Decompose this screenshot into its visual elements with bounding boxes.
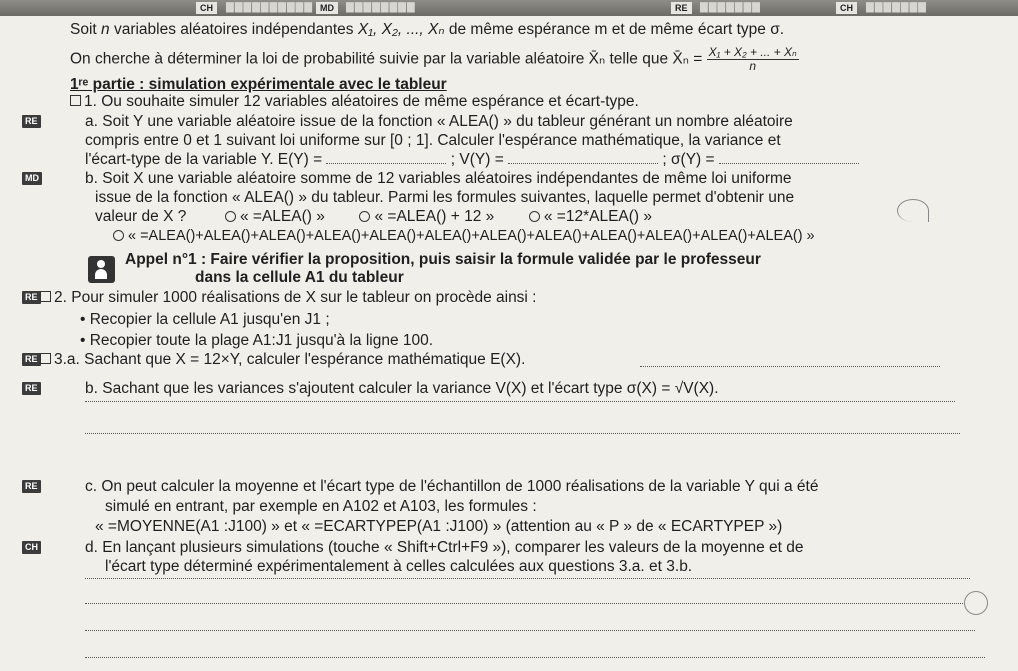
intro-line-1: Soit n variables aléatoires indépendantes X₁, X₂, ..., Xₙ de même espérance m et de même écart type σ. [70,21,785,38]
margin-badge: RE [22,480,41,493]
answer-line[interactable] [85,630,975,631]
checkbox-icon [70,95,81,106]
margin-badge: RE [22,382,41,395]
question-1b-line1: b. Soit X une variable aléatoire somme de 12 variables aléatoires indépendantes de même loi uniforme [85,170,792,187]
margin-badge: MD [22,172,42,185]
header-faint-cells-4: ▇▇▇▇▇▇▇ [866,2,927,13]
pen-mark [897,199,929,222]
option-radio-2[interactable] [359,211,370,222]
question-3c-line1: c. On peut calculer la moyenne et l'écart type de l'échantillon de 1000 réalisations de la variable Y qui a été [85,478,819,495]
person-icon [88,256,115,283]
appel-line2: dans la cellule A1 du tableur [195,269,404,286]
header-faint-cells-3: ▇▇▇▇▇▇▇ [700,2,761,13]
header-badge-ch-2: CH [836,2,857,14]
checkbox-icon [40,291,51,302]
question-3a: 3.a. Sachant que X = 12×Y, calculer l'espérance mathématique E(X). [40,351,525,369]
part1-title: 1ʳᵉ partie : simulation expérimentale avec le tableur [70,76,447,93]
question-2: 2. Pour simuler 1000 réalisations de X sur le tableur on procède ainsi : [40,289,537,307]
answer-blank[interactable] [508,163,658,164]
mean-fraction: $\frac{\text{X₁ + X₂ + ... + Xₙ}}{n}$ [708,45,797,73]
answer-line[interactable] [85,657,985,658]
question-1a-line2: compris entre 0 et 1 suivant loi uniforme sur [0 ; 1]. Calculer l'espérance mathématique, la variance et [85,132,781,149]
margin-badge: RE [22,353,41,366]
question-1b-line2: issue de la fonction « ALEA() » du tableur. Parmi les formules suivantes, laquelle permet d'obtenir une [95,189,795,206]
question-3b: b. Sachant que les variances s'ajoutent calculer la variance V(X) et l'écart type σ(X) = √V(X). [85,380,719,397]
option-radio-3[interactable] [529,211,540,222]
answer-line[interactable] [85,401,955,402]
question-1a-line3: l'écart-type de la variable Y. E(Y) = ; V(Y) = ; σ(Y) = [85,151,859,169]
answer-blank[interactable] [719,163,859,164]
question-1a-line1: a. Soit Y une variable aléatoire issue de la fonction « ALEA() » du tableur générant un nombre aléatoire [85,113,793,130]
header-faint-cells: ▇▇▇▇▇▇▇▇▇▇ [226,2,313,13]
question-3c-line2: simulé en entrant, par exemple en A102 et A103, les formules : [105,498,537,515]
margin-badge: CH [22,541,41,554]
option-radio-1[interactable] [225,211,236,222]
intro-line-2: On cherche à déterminer la loi de probabilité suivie par la variable aléatoire X̄ₙ telle que X̄ₙ = $\frac{\text{X₁ + X₂ + ... + Xₙ}}{n}$ [70,45,797,73]
question-1: 1. Ou souhaite simuler 12 variables aléatoires de même espérance et écart-type. [70,93,639,111]
header-badge-re: RE [671,2,692,14]
pen-mark [964,591,988,615]
header-badge-ch: CH [196,2,217,14]
answer-line[interactable] [85,433,960,434]
question-3d-line2: l'écart type déterminé expérimentalement à celles calculées aux questions 3.a. et 3.b. [105,558,693,575]
question-3d-line1: d. En lançant plusieurs simulations (touche « Shift+Ctrl+F9 »), comparer les valeurs de la moyenne et de [85,539,804,556]
question-3c-line3: « =MOYENNE(A1 :J100) » et « =ECARTYPEP(A1 :J100) » (attention au « P » de « ECARTYPEP ») [95,518,783,535]
header-strip [0,0,1018,16]
question-2-bullet-1: • Recopier la cellule A1 jusqu'en J1 ; [80,311,330,328]
header-badge-md: MD [316,2,338,14]
header-faint-cells-2: ▇▇▇▇▇▇▇▇ [346,2,416,13]
question-2-bullet-2: • Recopier toute la plage A1:J1 jusqu'à la ligne 100. [80,332,434,349]
margin-badge: RE [22,115,41,128]
answer-line[interactable] [640,366,940,367]
option-radio-4[interactable] [113,230,124,241]
question-1b-line3: valeur de X ? « =ALEA() » « =ALEA() + 12 » « =12*ALEA() » [95,208,653,225]
question-1b-option-4: « =ALEA()+ALEA()+ALEA()+ALEA()+ALEA()+ALEA()+ALEA()+ALEA()+ALEA()+ALEA()+ALEA()+ALEA() » [113,227,815,245]
answer-blank[interactable] [326,163,446,164]
checkbox-icon [40,353,51,364]
answer-line[interactable] [85,603,965,604]
answer-line[interactable] [85,578,970,579]
margin-badge: RE [22,291,41,304]
appel-line1: Appel n°1 : Faire vérifier la proposition, puis saisir la formule validée par le professeur [125,251,761,268]
